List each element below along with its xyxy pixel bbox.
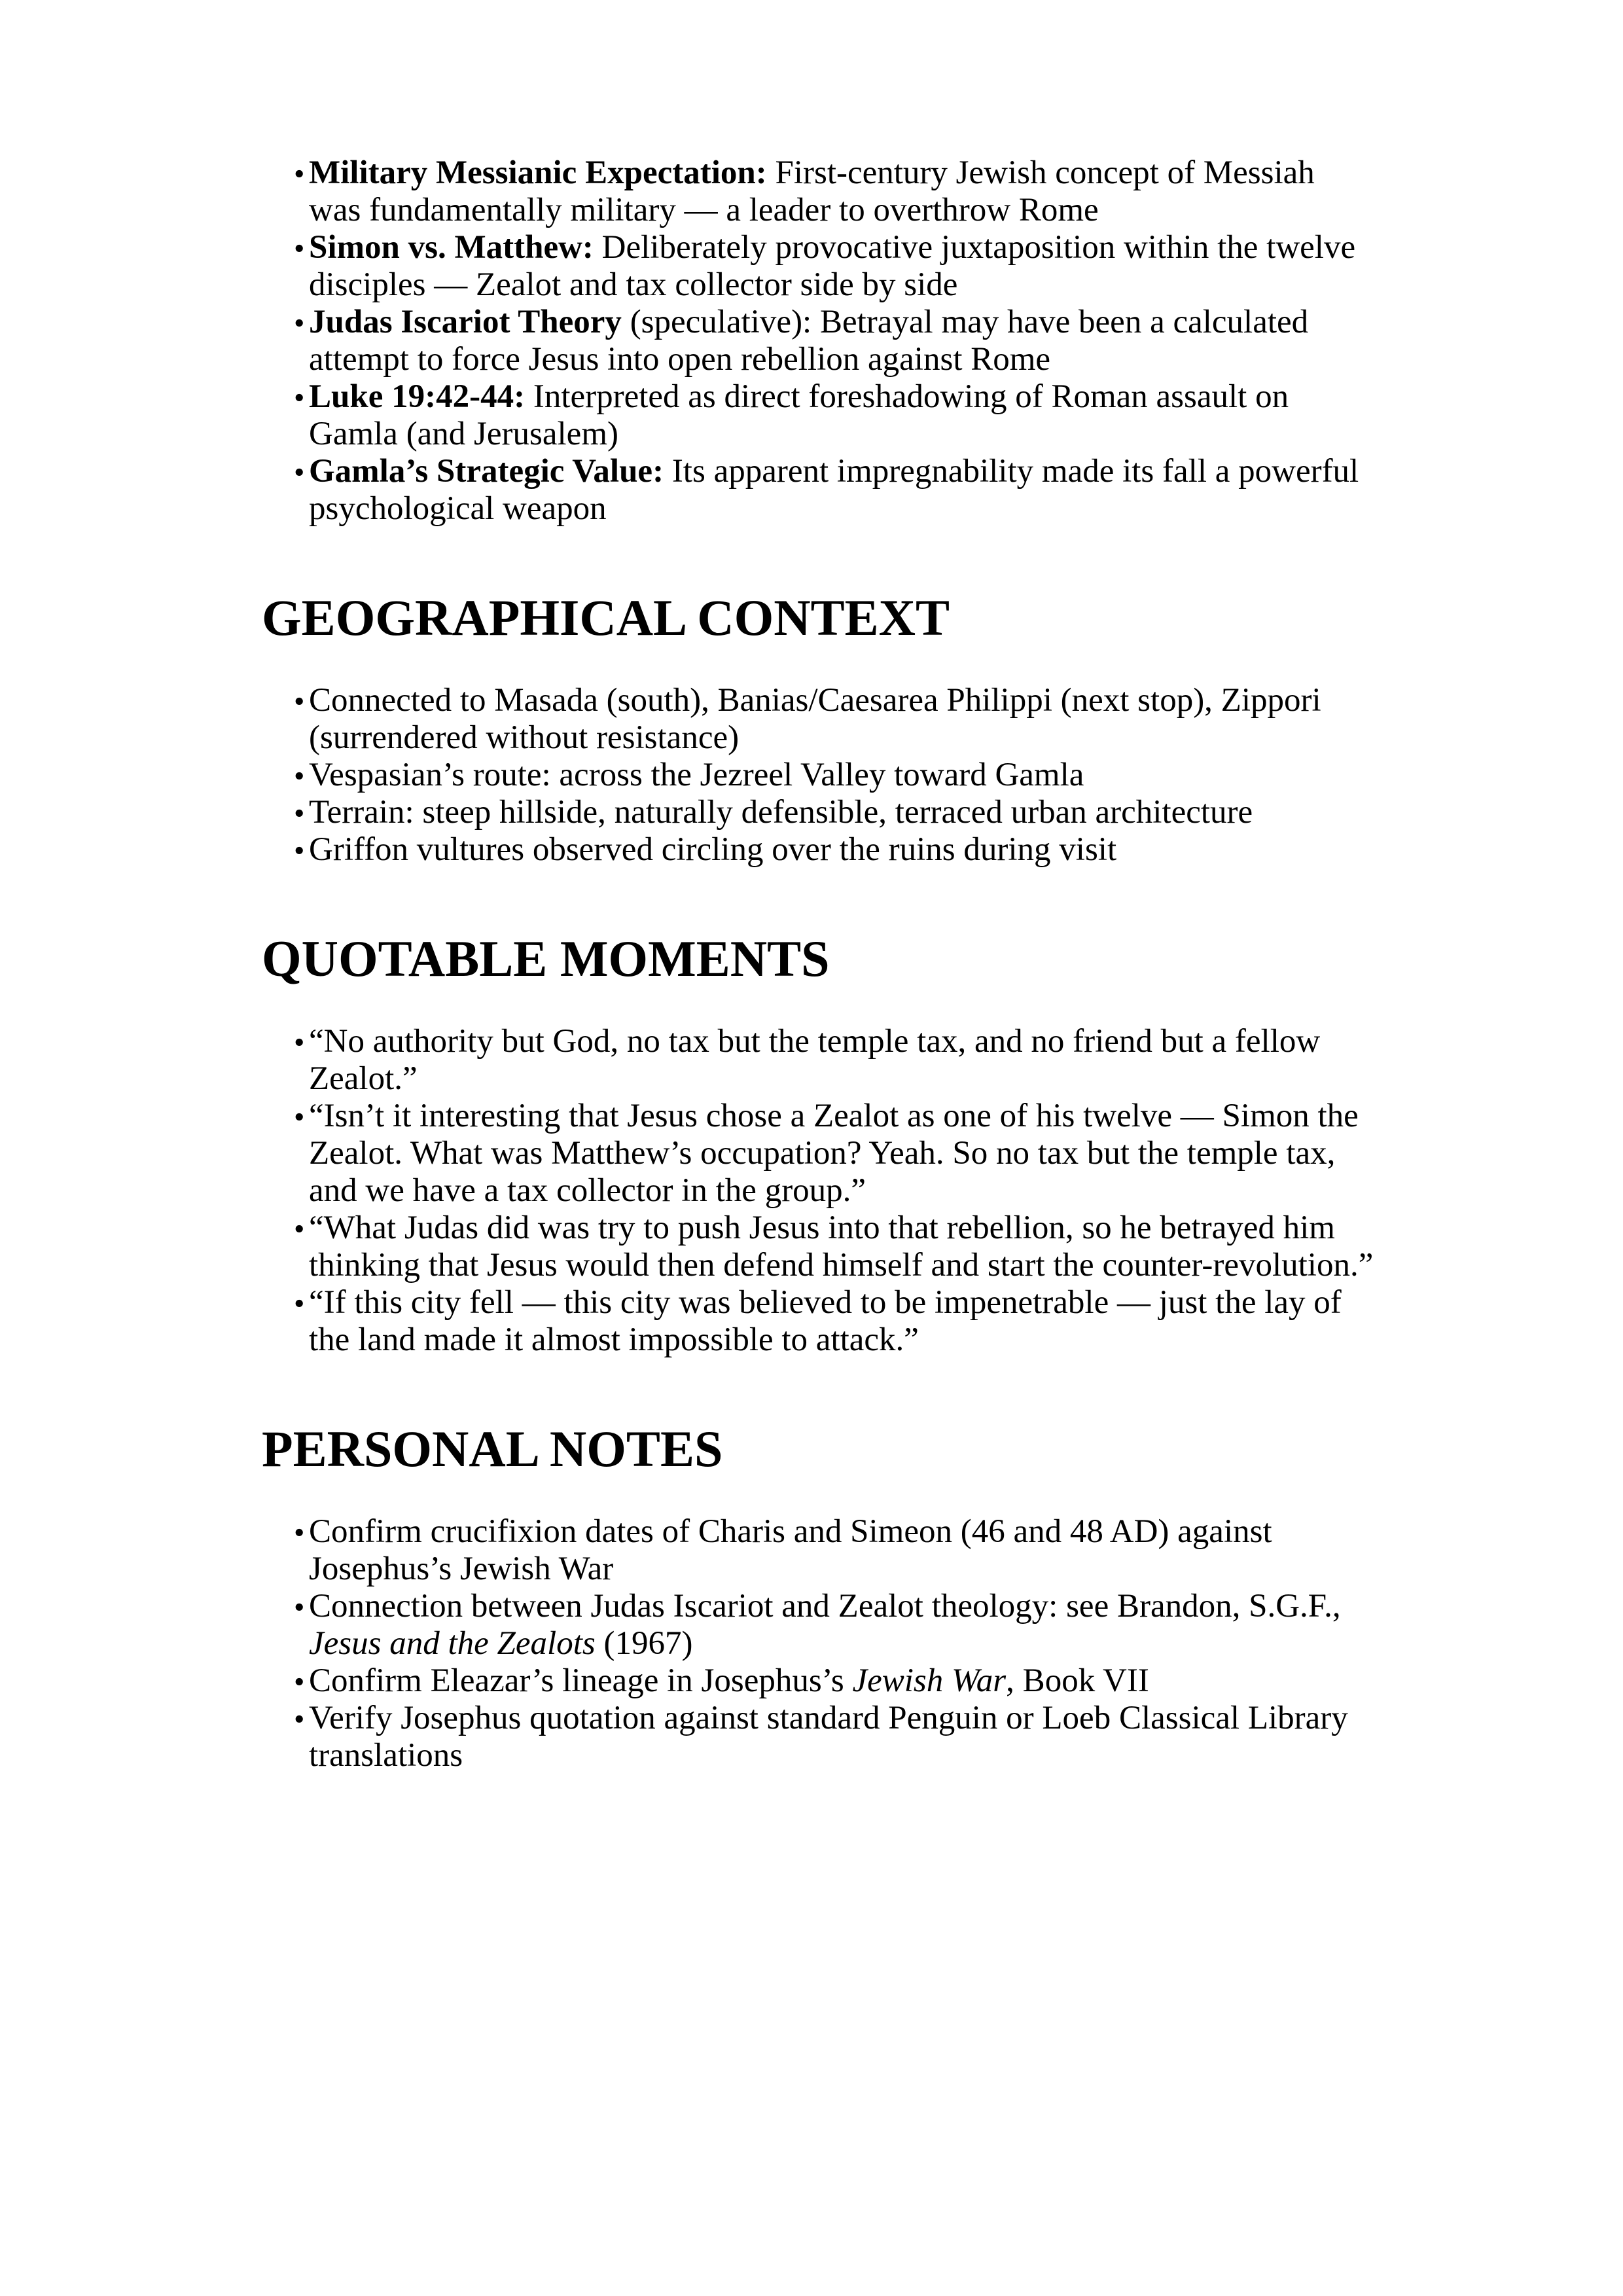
list-item <box>262 757 1374 794</box>
item-text <box>309 1210 1373 1283</box>
bullet-marker-icon: • <box>294 759 305 793</box>
bullet-marker-icon: • <box>294 306 305 340</box>
continued-bullet-list <box>262 154 1374 528</box>
bullet-marker-icon: • <box>294 834 305 868</box>
text-segment: “Isn’t it interesting that Jesus chose a Zealot as one of his twelve — Simon the Zealot. What was Matthew’s occupation? Yeah. So no tax but the temple tax, and we have a tax collector in the group.” <box>309 1098 1359 1209</box>
item-text <box>309 1284 1342 1358</box>
item-text <box>309 794 1253 831</box>
text-segment: “What Judas did was try to push Jesus into that rebellion, so he betrayed him thinking that Jesus would then defend himself and start the counter-revolution.” <box>309 1210 1374 1283</box>
item-text <box>309 154 1315 228</box>
text-segment: Judas Iscariot Theory <box>309 304 622 340</box>
text-segment: Jesus and the Zealots <box>309 1625 596 1662</box>
text-segment: Deliberately provocative juxtaposition within the twelve disciples — Zealot and tax collector side by side <box>309 229 1356 303</box>
item-text <box>309 682 1321 756</box>
list-item <box>262 1210 1374 1284</box>
bullet-marker-icon: • <box>294 1287 305 1321</box>
text-segment: Confirm Eleazar’s lineage in Josephus’s <box>309 1662 853 1699</box>
section-heading-personal-notes: PERSONAL NOTES <box>262 1420 723 1477</box>
item-text <box>309 1513 1272 1587</box>
quotable-moments-list <box>262 1023 1374 1359</box>
item-text <box>309 304 1308 378</box>
text-segment: Simon vs. Matthew: <box>309 229 594 266</box>
list-item <box>262 1023 1374 1098</box>
list-item <box>262 831 1374 869</box>
bullet-marker-icon: • <box>294 685 305 719</box>
item-text <box>309 1588 1341 1662</box>
item-text <box>309 1700 1348 1774</box>
item-text <box>309 757 1084 793</box>
text-segment: Jewish War <box>852 1662 1007 1699</box>
text-segment: First-century Jewish concept of Messiah was fundamentally military — a leader to overthrow Rome <box>309 154 1315 228</box>
bullet-marker-icon: • <box>294 1590 305 1624</box>
list-item <box>262 1098 1374 1210</box>
item-text <box>309 1023 1320 1097</box>
list-item <box>262 378 1374 453</box>
text-segment: Confirm crucifixion dates of Charis and Simeon (46 and 48 AD) against Josephus’s Jewish War <box>309 1513 1272 1587</box>
geographical-context-list <box>262 682 1374 869</box>
list-item <box>262 682 1374 757</box>
list-item <box>262 1588 1374 1662</box>
list-item <box>262 1700 1374 1774</box>
bullet-marker-icon: • <box>294 1212 305 1246</box>
bullet-marker-icon: • <box>294 157 305 191</box>
bullet-marker-icon: • <box>294 1100 305 1134</box>
bullet-marker-icon: • <box>294 797 305 831</box>
text-segment: Gamla’s Strategic Value: <box>309 453 664 490</box>
list-item <box>262 1513 1374 1588</box>
text-segment: Griffon vultures observed circling over the ruins during visit <box>309 831 1117 868</box>
text-segment: Terrain: steep hillside, naturally defensible, terraced urban architecture <box>309 794 1253 831</box>
bullet-marker-icon: • <box>294 232 305 266</box>
bullet-marker-icon: • <box>294 1702 305 1736</box>
list-item <box>262 1662 1374 1700</box>
section-heading-geographical-context: GEOGRAPHICAL CONTEXT <box>262 589 950 646</box>
item-text <box>309 378 1289 452</box>
personal-notes-list <box>262 1513 1374 1774</box>
text-segment: Its apparent impregnability made its fall a powerful psychological weapon <box>309 453 1359 527</box>
list-item <box>262 304 1374 378</box>
bullet-marker-icon: • <box>294 1516 305 1550</box>
text-segment: Verify Josephus quotation against standard Penguin or Loeb Classical Library translations <box>309 1700 1348 1774</box>
item-text <box>309 229 1355 303</box>
item-text <box>309 1662 1149 1699</box>
text-segment: (speculative): Betrayal may have been a calculated attempt to force Jesus into open rebellion against Rome <box>309 304 1309 378</box>
text-segment: Connected to Masada (south), Banias/Caesarea Philippi (next stop), Zippori (surrendered without resistance) <box>309 682 1321 756</box>
bullet-marker-icon: • <box>294 1026 305 1060</box>
text-segment: Connection between Judas Iscariot and Zealot theology: see Brandon, S.G.F., <box>309 1588 1341 1624</box>
item-text <box>309 831 1116 868</box>
bullet-marker-icon: • <box>294 381 305 415</box>
list-item <box>262 1284 1374 1359</box>
text-segment: Military Messianic Expectation: <box>309 154 767 191</box>
text-segment: , Book VII <box>1006 1662 1149 1699</box>
text-segment: Vespasian’s route: across the Jezreel Valley toward Gamla <box>309 757 1084 793</box>
section-heading-quotable-moments: QUOTABLE MOMENTS <box>262 930 830 987</box>
text-segment: Luke 19:42-44: <box>309 378 526 415</box>
item-text <box>309 453 1359 527</box>
list-item <box>262 154 1374 229</box>
text-segment: (1967) <box>595 1625 693 1662</box>
list-item <box>262 229 1374 304</box>
text-segment: “If this city fell — this city was believed to be impenetrable — just the lay of the land made it almost impossible to attack.” <box>309 1284 1342 1358</box>
text-segment: Interpreted as direct foreshadowing of Roman assault on Gamla (and Jerusalem) <box>309 378 1289 452</box>
list-item <box>262 794 1374 831</box>
bullet-marker-icon: • <box>294 456 305 490</box>
item-text <box>309 1098 1359 1209</box>
text-segment: “No authority but God, no tax but the temple tax, and no friend but a fellow Zealot.” <box>309 1023 1321 1097</box>
bullet-marker-icon: • <box>294 1665 305 1699</box>
list-item <box>262 453 1374 528</box>
